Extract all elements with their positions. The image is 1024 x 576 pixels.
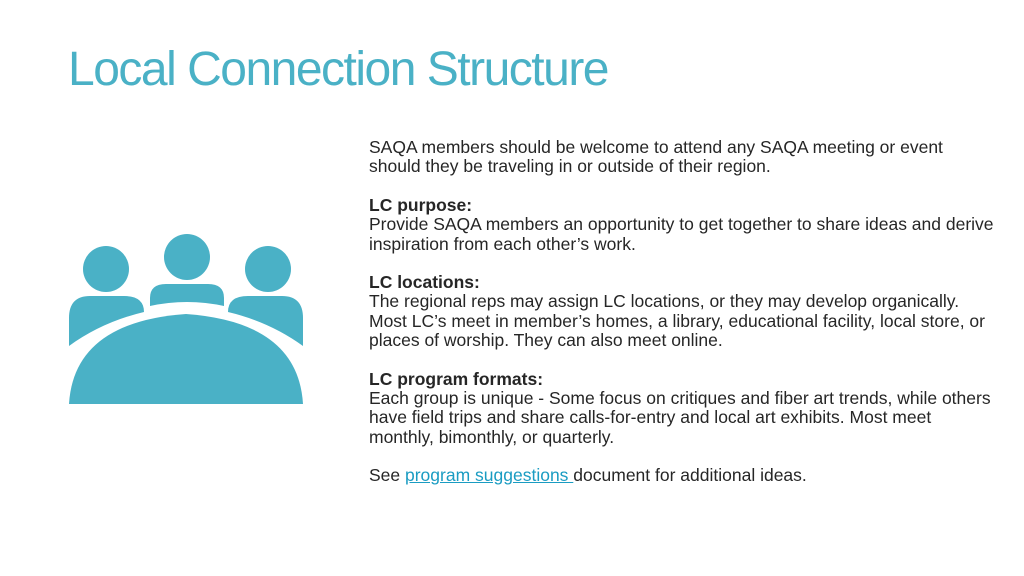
locations-heading: LC locations: <box>369 272 480 293</box>
formats-text: Each group is unique - Some focus on critiques and fiber art trends, while others have field trips and share calls-for-entry and local art exhibits. Most meet monthly, bimonthly, or quarterly. <box>369 388 991 447</box>
purpose-heading: LC purpose: <box>369 194 473 215</box>
purpose-section <box>369 196 999 254</box>
program-suggestions-link[interactable]: program suggestions <box>405 465 574 486</box>
slide-body <box>369 138 999 505</box>
closing-paragraph <box>369 466 999 485</box>
purpose-text: Provide SAQA members an opportunity to get together to share ideas and derive inspiration from each other’s work. <box>369 214 994 254</box>
closing-prefix: See <box>369 465 405 486</box>
locations-text-1: The regional reps may assign LC locations, or they may develop organically. <box>369 291 960 312</box>
locations-section <box>369 273 999 351</box>
meeting-people-icon <box>66 234 306 406</box>
locations-text-2: Most LC’s meet in member’s homes, a library, educational facility, local store, or places of worship. They can also meet online. <box>369 310 985 351</box>
intro-paragraph: SAQA members should be welcome to attend any SAQA meeting or event should they be traveling in or outside of their region. <box>369 137 943 177</box>
closing-suffix: document for additional ideas. <box>573 465 807 486</box>
formats-section <box>369 370 999 448</box>
formats-heading: LC program formats: <box>369 368 544 389</box>
slide-title: Local Connection Structure <box>68 43 608 96</box>
